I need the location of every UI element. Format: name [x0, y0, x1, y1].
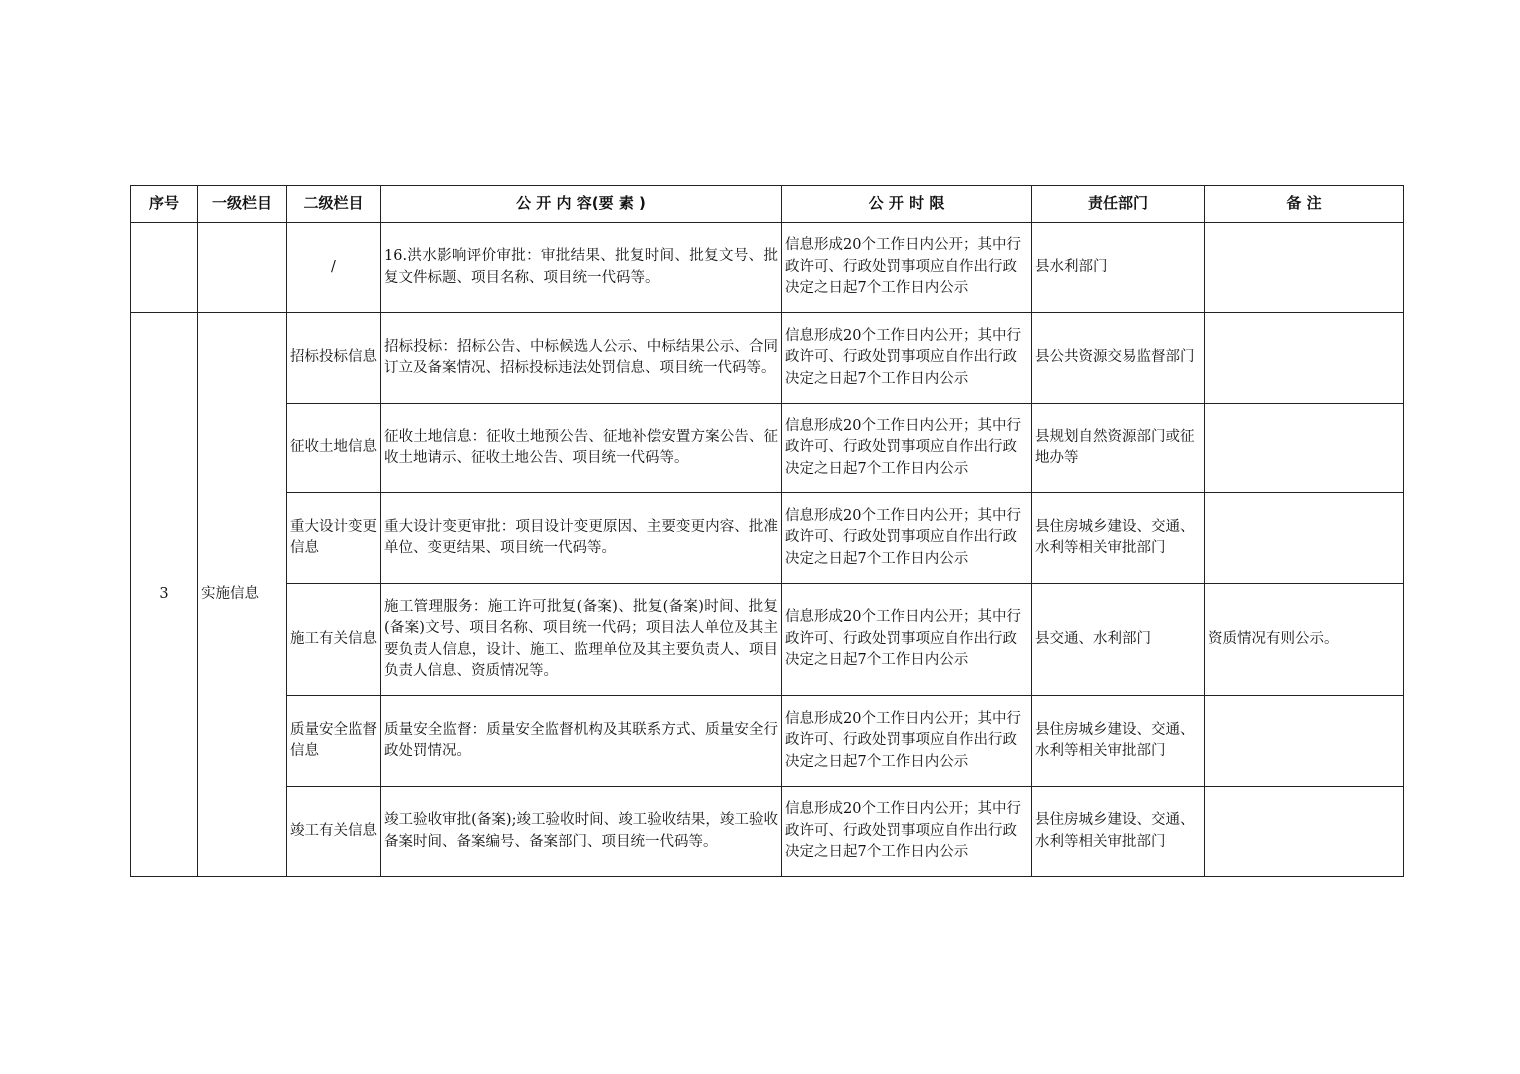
category-cell [198, 223, 287, 313]
note-cell [1205, 493, 1404, 584]
time-limit-cell: 信息形成20个工作日内公开；其中行政许可、行政处罚事项应自作出行政决定之日起7个工作日内公示 [782, 404, 1032, 493]
subcategory-cell: 重大设计变更信息 [287, 493, 381, 584]
time-limit-cell: 信息形成20个工作日内公开；其中行政许可、行政处罚事项应自作出行政决定之日起7个工作日内公示 [782, 223, 1032, 313]
header-category: 一级栏目 [198, 186, 287, 223]
header-note: 备 注 [1205, 186, 1404, 223]
department-cell: 县住房城乡建设、交通、水利等相关审批部门 [1032, 493, 1205, 584]
note-cell [1205, 223, 1404, 313]
header-content: 公 开 内 容(要 素 ) [381, 186, 782, 223]
subcategory-cell: 招标投标信息 [287, 313, 381, 404]
time-limit-cell: 信息形成20个工作日内公开；其中行政许可、行政处罚事项应自作出行政决定之日起7个工作日内公示 [782, 787, 1032, 877]
header-index: 序号 [131, 186, 198, 223]
department-cell: 县住房城乡建设、交通、水利等相关审批部门 [1032, 787, 1205, 877]
subcategory-cell: 征收土地信息 [287, 404, 381, 493]
content-cell: 征收土地信息：征收土地预公告、征地补偿安置方案公告、征收土地请示、征收土地公告、项目统一代码等。 [381, 404, 782, 493]
table-row [131, 223, 1404, 313]
table-row [131, 696, 1404, 787]
note-cell [1205, 313, 1404, 404]
subcategory-cell: / [287, 223, 381, 313]
note-cell [1205, 787, 1404, 877]
category-cell: 实施信息 [198, 313, 287, 877]
content-cell: 招标投标：招标公告、中标候选人公示、中标结果公示、合同订立及备案情况、招标投标违法处罚信息、项目统一代码等。 [381, 313, 782, 404]
content-cell: 竣工验收审批(备案);竣工验收时间、竣工验收结果，竣工验收备案时间、备案编号、备案部门、项目统一代码等。 [381, 787, 782, 877]
index-cell [131, 223, 198, 313]
note-cell [1205, 696, 1404, 787]
table-row [131, 787, 1404, 877]
subcategory-cell: 施工有关信息 [287, 584, 381, 696]
header-time-limit: 公 开 时 限 [782, 186, 1032, 223]
time-limit-cell: 信息形成20个工作日内公开；其中行政许可、行政处罚事项应自作出行政决定之日起7个工作日内公示 [782, 584, 1032, 696]
time-limit-cell: 信息形成20个工作日内公开；其中行政许可、行政处罚事项应自作出行政决定之日起7个工作日内公示 [782, 696, 1032, 787]
department-cell: 县交通、水利部门 [1032, 584, 1205, 696]
department-cell: 县住房城乡建设、交通、水利等相关审批部门 [1032, 696, 1205, 787]
subcategory-cell: 竣工有关信息 [287, 787, 381, 877]
header-department: 责任部门 [1032, 186, 1205, 223]
department-cell: 县公共资源交易监督部门 [1032, 313, 1205, 404]
header-row [131, 186, 1404, 223]
content-cell: 施工管理服务：施工许可批复(备案)、批复(备案)时间、批复(备案)文号、项目名称、项目统一代码；项目法人单位及其主要负责人信息，设计、施工、监理单位及其主要负责人、项目负责人信息、资质情况等。 [381, 584, 782, 696]
content-cell: 16.洪水影响评价审批：审批结果、批复时间、批复文号、批复文件标题、项目名称、项目统一代码等。 [381, 223, 782, 313]
content-cell: 重大设计变更审批：项目设计变更原因、主要变更内容、批准单位、变更结果、项目统一代码等。 [381, 493, 782, 584]
table-row [131, 313, 1404, 404]
table-row [131, 584, 1404, 696]
time-limit-cell: 信息形成20个工作日内公开；其中行政许可、行政处罚事项应自作出行政决定之日起7个工作日内公示 [782, 313, 1032, 404]
table-row [131, 493, 1404, 584]
time-limit-cell: 信息形成20个工作日内公开；其中行政许可、行政处罚事项应自作出行政决定之日起7个工作日内公示 [782, 493, 1032, 584]
header-subcategory: 二级栏目 [287, 186, 381, 223]
department-cell: 县规划自然资源部门或征地办等 [1032, 404, 1205, 493]
index-cell: 3 [131, 313, 198, 877]
note-cell [1205, 404, 1404, 493]
note-cell: 资质情况有则公示。 [1205, 584, 1404, 696]
subcategory-cell: 质量安全监督信息 [287, 696, 381, 787]
disclosure-table [130, 185, 1404, 877]
table-row [131, 404, 1404, 493]
department-cell: 县水利部门 [1032, 223, 1205, 313]
content-cell: 质量安全监督：质量安全监督机构及其联系方式、质量安全行政处罚情况。 [381, 696, 782, 787]
